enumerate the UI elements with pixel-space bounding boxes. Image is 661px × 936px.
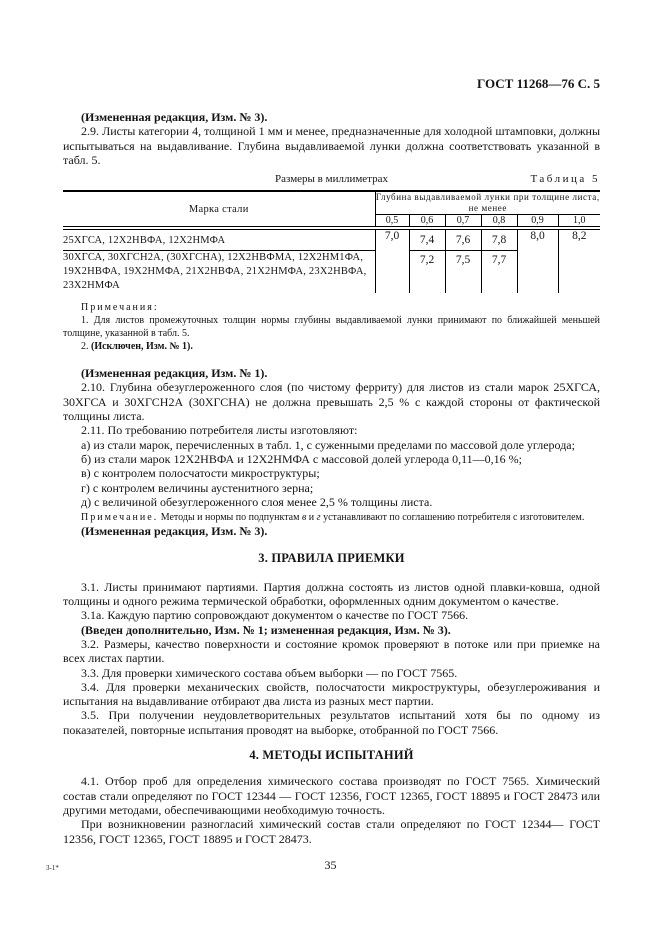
paragraph-2-11: 2.11. По требованию потребителя листы изготовляют: — [81, 423, 358, 438]
depth-value-08-r2: 7,7 — [481, 251, 517, 294]
table-row-grades-1 — [63, 228, 600, 251]
depth-value-07-r2: 7,5 — [445, 251, 481, 294]
depth-value-08-r1: 7,8 — [481, 228, 517, 251]
section-3-heading: 3. ПРАВИЛА ПРИЕМКИ — [258, 551, 405, 566]
depth-value-05: 7,0 — [375, 228, 409, 293]
amendment-note-izm3-top: (Измененная редакция, Изм. № 3). — [81, 110, 268, 124]
thickness-header-08: 0,8 — [481, 215, 517, 229]
section-4-heading: 4. МЕТОДЫ ИСПЫТАНИЙ — [249, 748, 414, 763]
amendment-note-introduced: (Введен дополнительно, Изм. № 1; измененная редакция, Изм. № 3). — [81, 622, 451, 637]
table-note-1: 1. Для листов промежуточных толщин нормы глубины выдавливаемой лунки принимают по ближайшей меньшей толщине, указанной в табл. 5. — [63, 315, 600, 340]
col-header-depth-group: Глубина выдавливаемой лунки при толщине листа, не менее — [375, 192, 600, 214]
depth-value-06-r2: 7,2 — [409, 251, 445, 294]
depth-value-10: 8,2 — [558, 228, 600, 293]
list-item-g: г) с контролем величины аустенитного зерна; — [81, 480, 314, 495]
paragraph-4-1: 4.1. Отбор проб для определения химического состава производят по ГОСТ 7565. Химический состав стали определяют по ГОСТ 12344 — ГОСТ 12356, ГОСТ 12365, ГОСТ 18895 и ГОСТ 28473 или другими методами, обеспечивающими необходимую точность. — [63, 774, 600, 817]
paragraph-3-4: 3.4. Для проверки механических свойств, полосчатости микроструктуры, обезуглероживания и испытания на выдавливание отбирают два листа из разных мест партии. — [63, 679, 600, 709]
print-signature-mark: 3-1* — [46, 864, 59, 872]
note-text-1: Методы и нормы по подпунктам — [158, 512, 302, 524]
amendment-note-izm1: (Измененная редакция, Изм. № 1). — [81, 366, 268, 381]
table-5-wrapper — [63, 190, 600, 293]
note-label: Примечание. — [81, 512, 159, 524]
paragraph-3-1: 3.1. Листы принимают партиями. Партия должна состоять из листов одной плавки-ковша, одной толщины и одного режима термической обработки, оформленных одним документом о качестве. — [63, 579, 600, 609]
list-item-d: д) с величиной обезуглероженного слоя менее 2,5 % толщины листа. — [81, 494, 433, 509]
table-number-label: Таблица 5 — [530, 173, 600, 186]
paragraph-3-1a: 3.1а. Каждую партию сопровождают документом о качестве по ГОСТ 7566. — [81, 608, 469, 623]
paragraph-2-9: 2.9. Листы категории 4, толщиной 1 мм и менее, предназначенные для холодной штамповки, должны испытываться на выдавливание. Глубина выдавливаемой лунки должна соответствовать указанной в табл. 5. — [63, 124, 600, 167]
depth-value-07-r1: 7,6 — [445, 228, 481, 251]
table-units-caption: Размеры в миллиметрах — [275, 173, 388, 186]
table-notes-block — [63, 301, 600, 353]
paragraph-4-1b: При возникновении разногласий химический состав стали определяют по ГОСТ 12344— ГОСТ 12356, ГОСТ 12365, ГОСТ 18895 и ГОСТ 28473. — [63, 817, 600, 846]
col-header-steel-grade: Марка стали — [63, 192, 375, 228]
note-italic-g: г — [316, 512, 321, 524]
paragraph-3-2: 3.2. Размеры, качество поверхности и состояние кромок проверяют в потоке или при приемке на всех листах партии. — [63, 636, 600, 666]
note-2-number: 2. — [81, 341, 91, 353]
list-item-v: в) с контролем полосчатости микроструктуры; — [81, 466, 320, 481]
table-note-2 — [63, 340, 600, 353]
steel-grades-cell-1: 25ХГСА, 12Х2НВФА, 12Х2НМФА — [63, 228, 375, 251]
paragraph-2-11-note — [63, 511, 600, 524]
note-2-excluded: (Исключен, Изм. № 1). — [91, 341, 193, 353]
paragraph-3-3: 3.3. Для проверки химического состава объем выборки — по ГОСТ 7565. — [81, 665, 458, 680]
note-text-3: устанавливают по соглашению потребителя с изготовителем. — [320, 512, 585, 524]
depth-value-09: 8,0 — [517, 228, 558, 293]
thickness-header-06: 0,6 — [409, 215, 445, 229]
table-caption-row — [63, 172, 600, 187]
note-italic-v: в — [301, 512, 307, 524]
page-content — [63, 76, 600, 846]
paragraph-3-5: 3.5. При получении неудовлетворительных результатов испытаний хотя бы по одному из показателей, повторные испытания проводят на выборке, отобранной по ГОСТ 7566. — [63, 708, 600, 737]
table-notes-title — [63, 301, 600, 314]
thickness-header-07: 0,7 — [445, 215, 481, 229]
paragraph-2-10: 2.10. Глубина обезуглероженного слоя (по чистому ферриту) для листов из стали марок 25ХГСА, 30ХГСА и 30ХГСН2А (30ХГСНА) не должна превышать 2,5 % с каждой стороны от фактической толщины листа. — [63, 380, 600, 424]
doc-reference-header: ГОСТ 11268—76 С. 5 — [477, 76, 600, 91]
thickness-header-10: 1,0 — [558, 215, 600, 229]
table-header-row-1 — [63, 192, 600, 215]
page-number: 35 — [324, 858, 337, 872]
steel-grades-cell-2: 30ХГСА, 30ХГСН2А, (30ХГСНА), 12Х2НВФМА, 12Х2НМ1ФА, 19Х2НВФА, 19Х2НМФА, 21Х2НВФА, 21Х2НМФА, 23Х2НВФА, 23Х2НМФА — [63, 251, 375, 294]
depth-value-06-r1: 7,4 — [409, 228, 445, 251]
table-5 — [63, 192, 600, 293]
thickness-header-05: 0,5 — [375, 215, 409, 229]
note-text-2: и — [306, 512, 317, 524]
list-item-b: б) из стали марок 12Х2НВФА и 12Х2НМФА с массовой долей углерода 0,11—0,16 %; — [81, 451, 522, 466]
amendment-note-izm3-mid: (Измененная редакция, Изм. № 3). — [81, 524, 268, 539]
list-item-a: а) из стали марок, перечисленных в табл. 1, с суженными пределами по массовой доле углерода; — [81, 437, 575, 452]
notes-title-text: Примечания: — [81, 302, 159, 314]
thickness-header-09: 0,9 — [517, 215, 558, 229]
